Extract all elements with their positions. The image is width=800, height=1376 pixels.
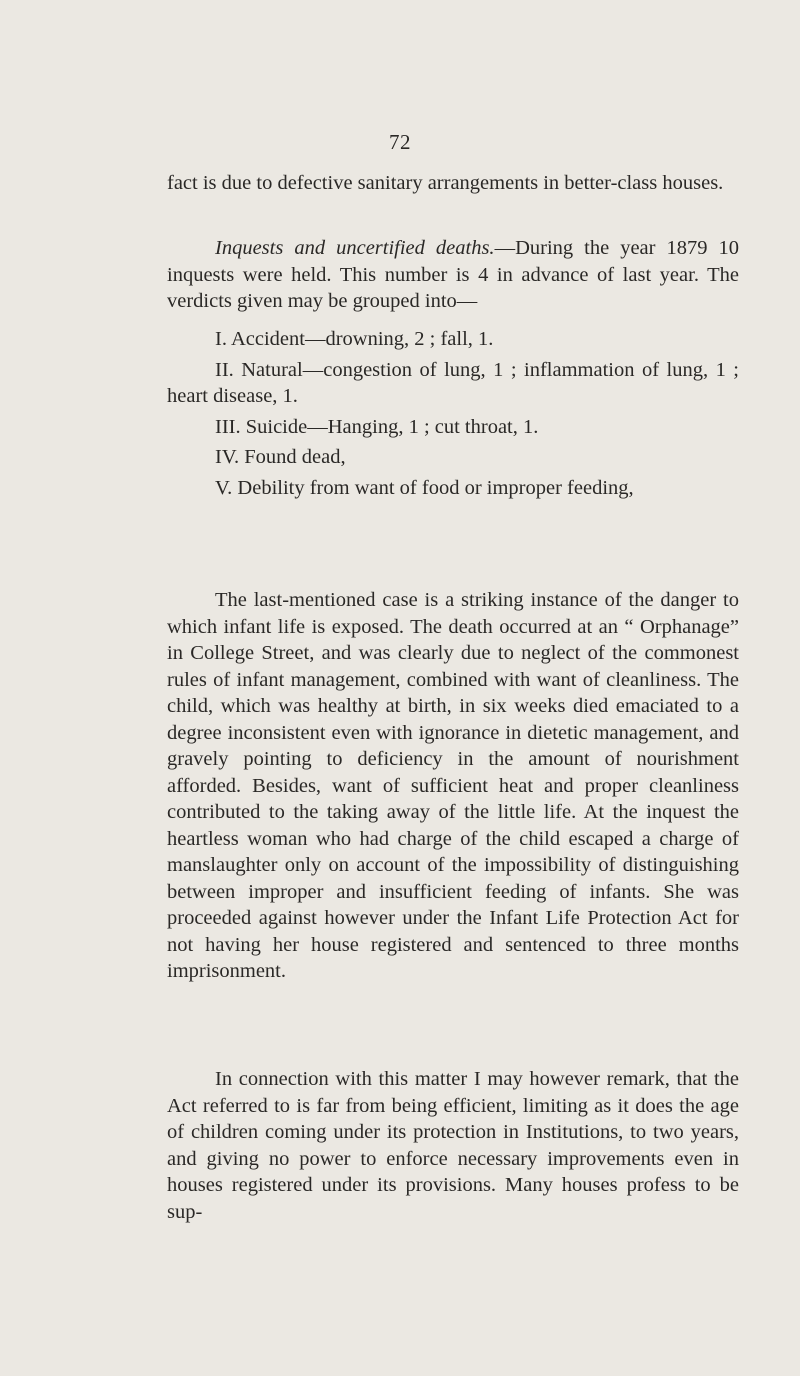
orphanage-case-paragraph (167, 587, 739, 985)
verdict-item-accident: I. Accident—drowning, 2 ; fall, 1. (215, 328, 494, 350)
verdict-item-suicide: III. Suicide—Hanging, 1 ; cut throat, 1. (215, 415, 539, 438)
intro-continuation-text: fact is due to defective sanitary arrangements in better-class houses. (167, 172, 724, 194)
verdict-item-natural: II. Natural—congestion of lung, 1 ; inflammation of lung, 1 ; heart disease, 1. (167, 358, 739, 407)
inquests-paragraph (167, 235, 739, 315)
inquests-body: —During the year 1879 10 inquests were held. This number is 4 in advance of last year. The verdicts given may be grouped into— (167, 237, 739, 312)
verdict-item-found-dead: IV. Found dead, (215, 446, 346, 468)
page-number: 72 (389, 130, 411, 154)
act-remark-paragraph (167, 1066, 739, 1225)
verdict-list (167, 326, 739, 505)
intro-continuation-paragraph (167, 170, 739, 197)
inquests-heading: Inquests and uncertified deaths. (215, 237, 495, 259)
orphanage-case-text: The last-mentioned case is a striking instance of the danger to which infant life is exposed. The death occurred at an “ Orphanage” in College Street, and was clearly due to neglect of the commonest rules of infant management, combined with want of cleanliness. The child, which was healthy at birth, in six weeks died emaciated to a degree inconsistent even with ignorance in dietetic management, and gravely pointing to deficiency in the amount of nourishment afforded. Besides, want of sufficient heat and proper cleanliness contributed to the taking away of the little life. At the inquest the heartless woman who had charge of the child escaped a charge of manslaughter only on account of the impossibility of distinguishing between improper and insufficient feeding of infants. She was proceeded against however under the Infant Life Protection Act for not having her house registered and sentenced to three months imprisonment. (167, 589, 739, 982)
act-remark-text: In connection with this matter I may however remark, that the Act referred to is far from being efficient, limiting as it does the age of children coming under its protection in Institutions, to two years, and giving no power to enforce necessary improvements even in houses registered under its provisions. Many houses profess to be sup- (167, 1068, 739, 1223)
inquests-text (167, 235, 739, 315)
verdict-item-debility: V. Debility from want of food or improper feeding, (215, 476, 634, 499)
